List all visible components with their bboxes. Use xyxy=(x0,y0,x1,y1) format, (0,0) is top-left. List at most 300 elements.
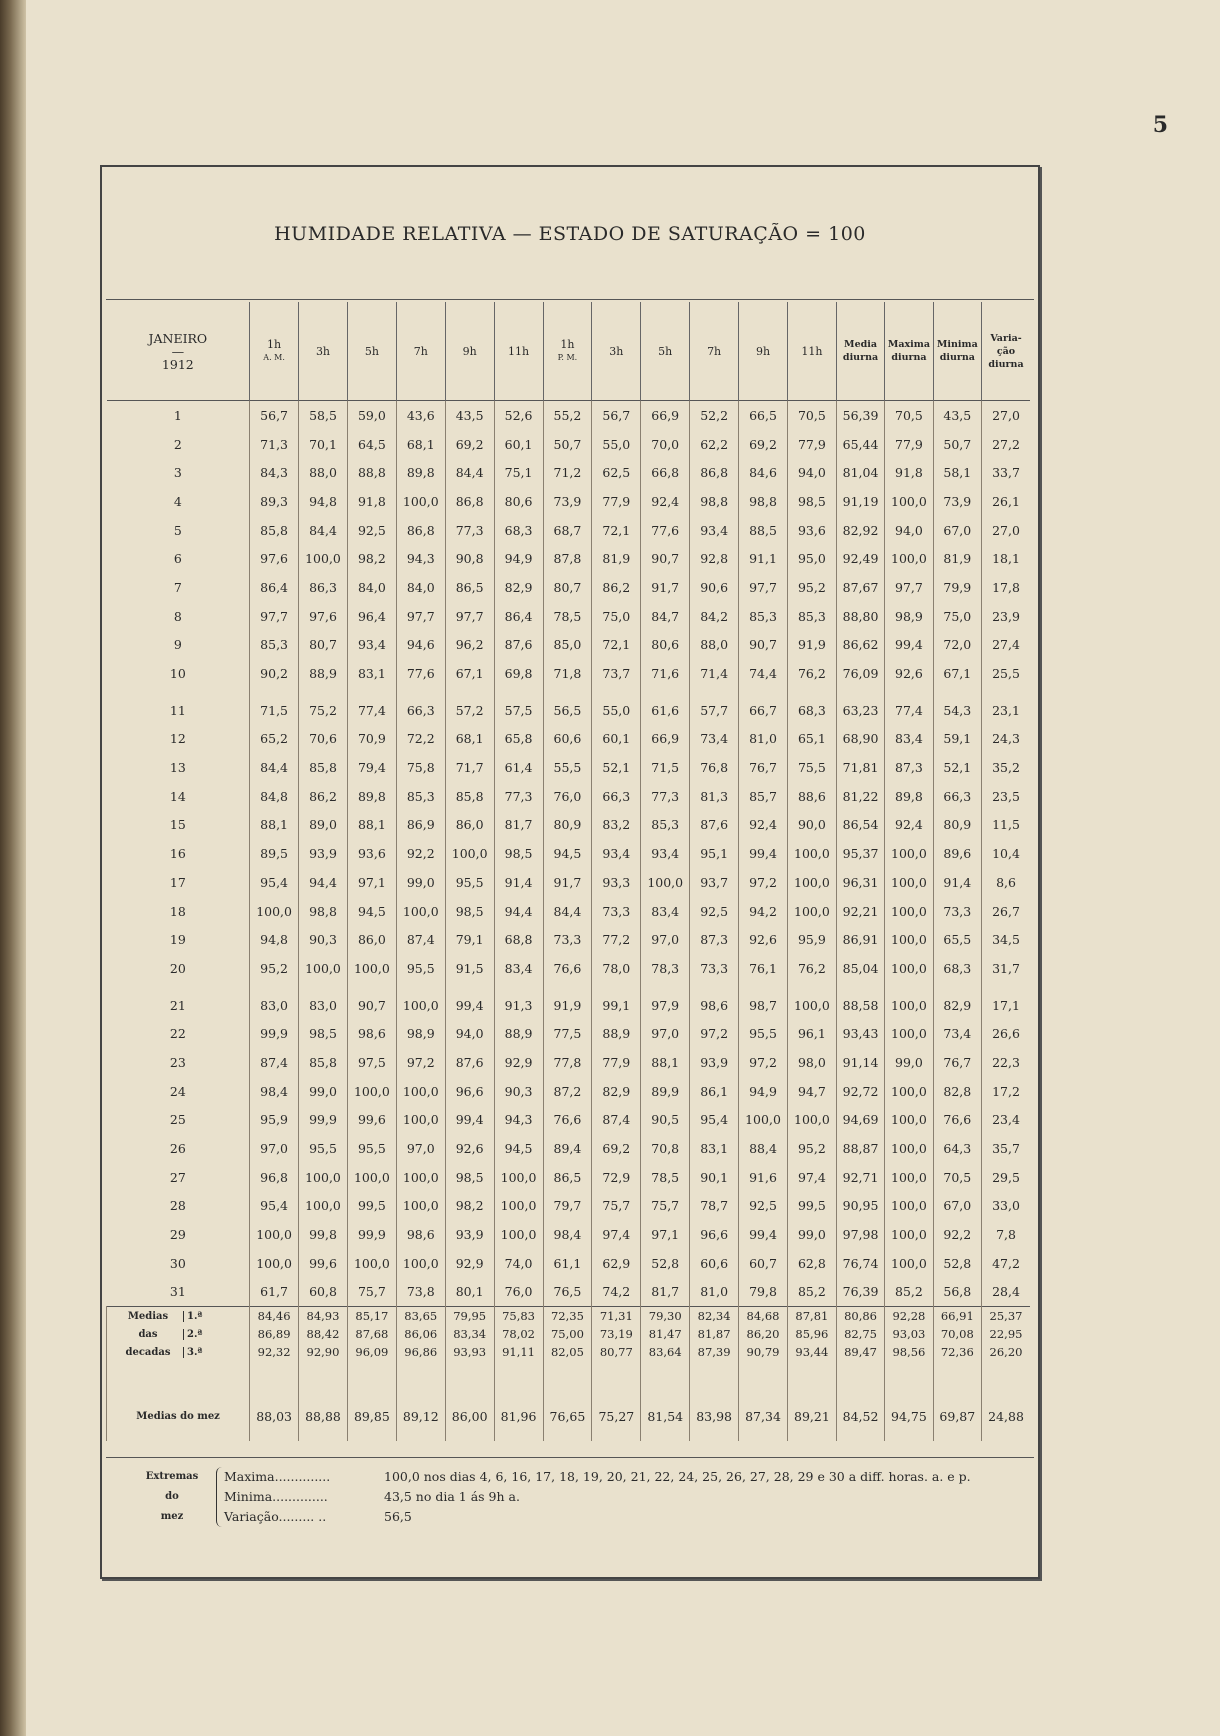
value-cell: 87,2 xyxy=(543,1077,592,1106)
value-cell: 98,8 xyxy=(739,487,788,516)
value-cell: 97,0 xyxy=(641,925,690,954)
value-cell: 96,2 xyxy=(445,631,494,660)
table-row xyxy=(107,753,1031,782)
value-cell: 74,4 xyxy=(739,659,788,688)
value-cell: 95,37 xyxy=(836,839,884,868)
day-cell: 25 xyxy=(169,1112,186,1128)
value-cell: 97,2 xyxy=(739,1048,788,1077)
value-cell: 77,6 xyxy=(641,516,690,545)
value-cell: 98,5 xyxy=(494,839,543,868)
value-cell: 86,1 xyxy=(690,1077,739,1106)
hour-header xyxy=(494,302,543,401)
value-cell: 69,8 xyxy=(494,659,543,688)
value-cell: 98,5 xyxy=(445,897,494,926)
value-cell: 84,3 xyxy=(250,458,299,487)
value-cell: 70,9 xyxy=(347,725,396,754)
value-cell: 99,9 xyxy=(347,1220,396,1249)
value-cell: 54,3 xyxy=(933,688,981,725)
value-cell: 91,6 xyxy=(739,1163,788,1192)
value-cell: 76,0 xyxy=(543,782,592,811)
value-cell: 88,8 xyxy=(347,458,396,487)
value-cell: 78,0 xyxy=(592,954,641,983)
day-rows xyxy=(107,401,1031,1307)
value-cell: 92,6 xyxy=(739,925,788,954)
value-cell: 96,31 xyxy=(836,868,884,897)
day-cell: 3 xyxy=(173,465,182,481)
table-row xyxy=(107,1134,1031,1163)
month-mean-cell: 87,34 xyxy=(739,1361,788,1441)
value-cell: 77,9 xyxy=(592,487,641,516)
table-row xyxy=(107,811,1031,840)
value-cell: 92,6 xyxy=(885,659,933,688)
value-cell: 52,6 xyxy=(494,401,543,430)
value-cell: 88,4 xyxy=(739,1134,788,1163)
value-cell: 76,5 xyxy=(543,1278,592,1307)
month-mean-cell: 75,27 xyxy=(592,1361,641,1441)
value-cell: 100,0 xyxy=(347,1249,396,1278)
value-cell: 95,5 xyxy=(347,1134,396,1163)
value-cell: 71,4 xyxy=(690,659,739,688)
value-cell: 70,5 xyxy=(885,401,933,430)
day-cell: 19 xyxy=(169,932,186,948)
value-cell: 60,6 xyxy=(690,1249,739,1278)
day-cell: 12 xyxy=(169,731,186,747)
value-cell: 97,2 xyxy=(739,868,788,897)
value-cell: 100,0 xyxy=(787,839,836,868)
value-cell: 78,5 xyxy=(543,602,592,631)
value-cell: 35,2 xyxy=(982,753,1030,782)
day-cell: 11 xyxy=(169,702,186,718)
value-cell: 84,4 xyxy=(543,897,592,926)
decade-value-cell: 91,11 xyxy=(494,1343,543,1361)
decade-value-cell: 92,90 xyxy=(299,1343,348,1361)
decade-value-cell: 72,35 xyxy=(543,1307,592,1326)
value-cell: 75,8 xyxy=(396,753,445,782)
value-cell: 97,4 xyxy=(787,1163,836,1192)
value-cell: 56,7 xyxy=(250,401,299,430)
value-cell: 77,8 xyxy=(543,1048,592,1077)
decade-number: 3.ª xyxy=(183,1347,202,1358)
decade-value-cell: 87,68 xyxy=(347,1325,396,1343)
decade-value-cell: 86,20 xyxy=(739,1325,788,1343)
value-cell: 89,8 xyxy=(396,458,445,487)
decade-value-cell: 85,17 xyxy=(347,1307,396,1326)
table-row xyxy=(107,983,1031,1020)
day-cell: 22 xyxy=(169,1026,186,1042)
value-cell: 65,1 xyxy=(787,725,836,754)
month-mean-cell: 76,65 xyxy=(543,1361,592,1441)
value-cell: 81,7 xyxy=(641,1278,690,1307)
value-cell: 99,5 xyxy=(787,1192,836,1221)
value-cell: 68,8 xyxy=(494,925,543,954)
value-cell: 83,0 xyxy=(250,983,299,1020)
value-cell: 97,1 xyxy=(641,1220,690,1249)
value-cell: 73,9 xyxy=(543,487,592,516)
value-cell: 24,3 xyxy=(982,725,1030,754)
value-cell: 83,0 xyxy=(299,983,348,1020)
value-cell: 99,4 xyxy=(739,1220,788,1249)
value-cell: 97,0 xyxy=(250,1134,299,1163)
value-cell: 75,1 xyxy=(494,458,543,487)
value-cell: 66,5 xyxy=(739,401,788,430)
value-cell: 80,7 xyxy=(299,631,348,660)
value-cell: 59,1 xyxy=(933,725,981,754)
value-cell: 93,7 xyxy=(690,868,739,897)
value-cell: 72,2 xyxy=(396,725,445,754)
value-cell: 99,1 xyxy=(592,983,641,1020)
hour-header xyxy=(592,302,641,401)
hour-header xyxy=(250,302,299,401)
value-cell: 100,0 xyxy=(885,1106,933,1135)
value-cell: 88,9 xyxy=(494,1019,543,1048)
value-cell: 100,0 xyxy=(641,868,690,897)
month-mean-cell: 89,21 xyxy=(787,1361,836,1441)
value-cell: 100,0 xyxy=(347,1163,396,1192)
table-row xyxy=(107,1220,1031,1249)
value-cell: 100,0 xyxy=(787,1106,836,1135)
hour-header xyxy=(396,302,445,401)
value-cell: 69,2 xyxy=(445,430,494,459)
value-cell: 75,7 xyxy=(347,1278,396,1307)
extreme-value: 43,5 no dia 1 ás 9h a. xyxy=(384,1489,520,1504)
value-cell: 93,4 xyxy=(592,839,641,868)
day-cell: 23 xyxy=(169,1054,186,1070)
value-cell: 85,3 xyxy=(641,811,690,840)
value-cell: 100,0 xyxy=(494,1163,543,1192)
value-cell: 77,9 xyxy=(885,430,933,459)
value-cell: 81,9 xyxy=(592,544,641,573)
value-cell: 70,8 xyxy=(641,1134,690,1163)
value-cell: 55,0 xyxy=(592,688,641,725)
value-cell: 87,67 xyxy=(836,573,884,602)
value-cell: 100,0 xyxy=(787,897,836,926)
value-cell: 93,6 xyxy=(347,839,396,868)
value-cell: 57,5 xyxy=(494,688,543,725)
value-cell: 94,69 xyxy=(836,1106,884,1135)
value-cell: 57,2 xyxy=(445,688,494,725)
value-cell: 88,9 xyxy=(299,659,348,688)
stat-header: Minima diurna xyxy=(933,302,981,401)
extremes-label: Extremas xyxy=(145,1471,199,1482)
decade-value-cell: 89,47 xyxy=(836,1343,884,1361)
value-cell: 96,6 xyxy=(690,1220,739,1249)
decade-value-cell: 86,06 xyxy=(396,1325,445,1343)
value-cell: 74,0 xyxy=(494,1249,543,1278)
value-cell: 100,0 xyxy=(787,983,836,1020)
stat-header: Maxima diurna xyxy=(885,302,933,401)
value-cell: 100,0 xyxy=(885,487,933,516)
value-cell: 95,1 xyxy=(690,839,739,868)
value-cell: 73,3 xyxy=(690,954,739,983)
value-cell: 100,0 xyxy=(885,1192,933,1221)
value-cell: 98,8 xyxy=(299,897,348,926)
value-cell: 99,9 xyxy=(250,1019,299,1048)
value-cell: 56,8 xyxy=(933,1278,981,1307)
value-cell: 26,7 xyxy=(982,897,1030,926)
value-cell: 80,7 xyxy=(543,573,592,602)
value-cell: 91,8 xyxy=(885,458,933,487)
decade-value-cell: 88,42 xyxy=(299,1325,348,1343)
value-cell: 60,8 xyxy=(299,1278,348,1307)
value-cell: 96,6 xyxy=(445,1077,494,1106)
value-cell: 85,3 xyxy=(250,631,299,660)
value-cell: 93,43 xyxy=(836,1019,884,1048)
value-cell: 68,1 xyxy=(396,430,445,459)
value-cell: 93,9 xyxy=(690,1048,739,1077)
value-cell: 97,2 xyxy=(396,1048,445,1077)
value-cell: 70,6 xyxy=(299,725,348,754)
value-cell: 86,0 xyxy=(347,925,396,954)
value-cell: 80,9 xyxy=(543,811,592,840)
value-cell: 94,8 xyxy=(250,925,299,954)
value-cell: 27,0 xyxy=(982,401,1030,430)
hour-header xyxy=(543,302,592,401)
value-cell: 73,7 xyxy=(592,659,641,688)
value-cell: 81,22 xyxy=(836,782,884,811)
value-cell: 93,4 xyxy=(347,631,396,660)
extremes-divider xyxy=(106,1457,1034,1458)
value-cell: 76,8 xyxy=(690,753,739,782)
day-cell: 2 xyxy=(173,436,182,452)
hour-header xyxy=(347,302,396,401)
value-cell: 93,3 xyxy=(592,868,641,897)
value-cell: 95,0 xyxy=(787,544,836,573)
value-cell: 84,6 xyxy=(739,458,788,487)
value-cell: 99,4 xyxy=(445,983,494,1020)
value-cell: 10,4 xyxy=(982,839,1030,868)
value-cell: 76,74 xyxy=(836,1249,884,1278)
value-cell: 17,1 xyxy=(982,983,1030,1020)
value-cell: 76,6 xyxy=(933,1106,981,1135)
month-label: JANEIRO xyxy=(148,330,208,346)
value-cell: 94,3 xyxy=(494,1106,543,1135)
value-cell: 98,2 xyxy=(445,1192,494,1221)
value-cell: 68,3 xyxy=(787,688,836,725)
value-cell: 77,3 xyxy=(445,516,494,545)
value-cell: 95,2 xyxy=(787,573,836,602)
value-cell: 65,44 xyxy=(836,430,884,459)
value-cell: 100,0 xyxy=(396,897,445,926)
value-cell: 77,3 xyxy=(641,782,690,811)
value-cell: 91,8 xyxy=(347,487,396,516)
value-cell: 98,5 xyxy=(445,1163,494,1192)
value-cell: 100,0 xyxy=(396,1192,445,1221)
value-cell: 61,1 xyxy=(543,1249,592,1278)
value-cell: 99,4 xyxy=(739,839,788,868)
value-cell: 88,0 xyxy=(690,631,739,660)
value-cell: 68,3 xyxy=(933,954,981,983)
decade-value-cell: 90,79 xyxy=(739,1343,788,1361)
table-row xyxy=(107,839,1031,868)
decade-value-cell: 96,09 xyxy=(347,1343,396,1361)
hour-header xyxy=(299,302,348,401)
decade-row xyxy=(107,1307,1031,1326)
value-cell: 95,9 xyxy=(787,925,836,954)
value-cell: 69,2 xyxy=(592,1134,641,1163)
value-cell: 85,0 xyxy=(543,631,592,660)
value-cell: 84,0 xyxy=(396,573,445,602)
decade-label-cell xyxy=(107,1325,250,1343)
value-cell: 52,1 xyxy=(592,753,641,782)
value-cell: 92,21 xyxy=(836,897,884,926)
value-cell: 91,7 xyxy=(543,868,592,897)
value-cell: 28,4 xyxy=(982,1278,1030,1307)
value-cell: 97,2 xyxy=(690,1019,739,1048)
value-cell: 60,7 xyxy=(739,1249,788,1278)
value-cell: 88,9 xyxy=(592,1019,641,1048)
value-cell: 92,4 xyxy=(739,811,788,840)
value-cell: 95,2 xyxy=(787,1134,836,1163)
day-cell: 29 xyxy=(169,1227,186,1243)
extreme-name: Variação......... .. xyxy=(224,1509,327,1524)
value-cell: 62,8 xyxy=(787,1249,836,1278)
day-cell: 10 xyxy=(169,666,186,682)
value-cell: 89,3 xyxy=(250,487,299,516)
value-cell: 70,1 xyxy=(299,430,348,459)
value-cell: 95,9 xyxy=(250,1106,299,1135)
table-row xyxy=(107,516,1031,545)
table-row xyxy=(107,688,1031,725)
value-cell: 99,6 xyxy=(299,1249,348,1278)
am-label: A. M. xyxy=(263,353,285,362)
value-cell: 80,6 xyxy=(641,631,690,660)
value-cell: 86,2 xyxy=(592,573,641,602)
value-cell: 55,2 xyxy=(543,401,592,430)
month-mean-cell: 89,12 xyxy=(396,1361,445,1441)
decade-value-cell: 84,93 xyxy=(299,1307,348,1326)
value-cell: 91,4 xyxy=(933,868,981,897)
value-cell: 86,9 xyxy=(396,811,445,840)
value-cell: 66,8 xyxy=(641,458,690,487)
value-cell: 98,2 xyxy=(347,544,396,573)
value-cell: 68,7 xyxy=(543,516,592,545)
decade-value-cell: 93,44 xyxy=(787,1343,836,1361)
value-cell: 65,5 xyxy=(933,925,981,954)
value-cell: 94,9 xyxy=(739,1077,788,1106)
hour-label: 3h xyxy=(609,344,624,358)
value-cell: 89,0 xyxy=(299,811,348,840)
value-cell: 86,2 xyxy=(299,782,348,811)
day-cell: 16 xyxy=(169,846,186,862)
value-cell: 18,1 xyxy=(982,544,1030,573)
table-row xyxy=(107,1278,1031,1307)
value-cell: 93,4 xyxy=(690,516,739,545)
value-cell: 100,0 xyxy=(396,1077,445,1106)
value-cell: 88,5 xyxy=(739,516,788,545)
value-cell: 60,1 xyxy=(494,430,543,459)
value-cell: 92,49 xyxy=(836,544,884,573)
value-cell: 85,8 xyxy=(299,1048,348,1077)
value-cell: 17,2 xyxy=(982,1077,1030,1106)
value-cell: 100,0 xyxy=(299,1163,348,1192)
value-cell: 92,2 xyxy=(933,1220,981,1249)
value-cell: 84,4 xyxy=(250,753,299,782)
value-cell: 97,7 xyxy=(739,573,788,602)
value-cell: 100,0 xyxy=(885,1249,933,1278)
decade-value-cell: 80,86 xyxy=(836,1307,884,1326)
value-cell: 100,0 xyxy=(885,1077,933,1106)
value-cell: 62,9 xyxy=(592,1249,641,1278)
value-cell: 97,1 xyxy=(347,868,396,897)
table-row xyxy=(107,897,1031,926)
month-mean-cell: 83,98 xyxy=(690,1361,739,1441)
value-cell: 78,3 xyxy=(641,954,690,983)
value-cell: 100,0 xyxy=(396,1163,445,1192)
value-cell: 95,5 xyxy=(445,868,494,897)
value-cell: 60,6 xyxy=(543,725,592,754)
value-cell: 68,90 xyxy=(836,725,884,754)
value-cell: 95,4 xyxy=(690,1106,739,1135)
value-cell: 83,2 xyxy=(592,811,641,840)
value-cell: 100,0 xyxy=(250,1220,299,1249)
value-cell: 73,8 xyxy=(396,1278,445,1307)
value-cell: 34,5 xyxy=(982,925,1030,954)
value-cell: 87,4 xyxy=(592,1106,641,1135)
value-cell: 50,7 xyxy=(543,430,592,459)
value-cell: 94,9 xyxy=(494,544,543,573)
value-cell: 99,4 xyxy=(885,631,933,660)
value-cell: 90,95 xyxy=(836,1192,884,1221)
table-row xyxy=(107,544,1031,573)
value-cell: 72,1 xyxy=(592,516,641,545)
decade-value-cell: 82,75 xyxy=(836,1325,884,1343)
value-cell: 100,0 xyxy=(739,1106,788,1135)
value-cell: 71,81 xyxy=(836,753,884,782)
value-cell: 90,8 xyxy=(445,544,494,573)
value-cell: 35,7 xyxy=(982,1134,1030,1163)
value-cell: 96,4 xyxy=(347,602,396,631)
value-cell: 27,4 xyxy=(982,631,1030,660)
hour-header xyxy=(739,302,788,401)
value-cell: 84,4 xyxy=(299,516,348,545)
table-row xyxy=(107,602,1031,631)
value-cell: 100,0 xyxy=(885,954,933,983)
value-cell: 89,9 xyxy=(641,1077,690,1106)
hour-label: 5h xyxy=(658,344,673,358)
value-cell: 25,5 xyxy=(982,659,1030,688)
value-cell: 91,9 xyxy=(787,631,836,660)
value-cell: 63,23 xyxy=(836,688,884,725)
day-cell: 7 xyxy=(173,579,182,595)
value-cell: 85,3 xyxy=(396,782,445,811)
value-cell: 99,4 xyxy=(445,1106,494,1135)
value-cell: 26,1 xyxy=(982,487,1030,516)
value-cell: 64,3 xyxy=(933,1134,981,1163)
pm-label: P. M. xyxy=(557,353,578,362)
value-cell: 76,6 xyxy=(543,1106,592,1135)
decade-value-cell: 25,37 xyxy=(982,1307,1030,1326)
extreme-name: Minima.............. xyxy=(224,1489,328,1504)
value-cell: 97,7 xyxy=(396,602,445,631)
value-cell: 100,0 xyxy=(885,868,933,897)
value-cell: 67,0 xyxy=(933,1192,981,1221)
value-cell: 77,4 xyxy=(347,688,396,725)
page-number: 5 xyxy=(1152,112,1168,138)
value-cell: 85,8 xyxy=(250,516,299,545)
value-cell: 97,9 xyxy=(641,983,690,1020)
value-cell: 52,8 xyxy=(641,1249,690,1278)
value-cell: 86,3 xyxy=(299,573,348,602)
day-cell: 15 xyxy=(169,817,186,833)
value-cell: 78,7 xyxy=(690,1192,739,1221)
decade-row xyxy=(107,1343,1031,1361)
value-cell: 84,8 xyxy=(250,782,299,811)
value-cell: 76,2 xyxy=(787,659,836,688)
table-row xyxy=(107,430,1031,459)
value-cell: 88,1 xyxy=(641,1048,690,1077)
decade-value-cell: 75,00 xyxy=(543,1325,592,1343)
decade-value-cell: 72,36 xyxy=(933,1343,981,1361)
